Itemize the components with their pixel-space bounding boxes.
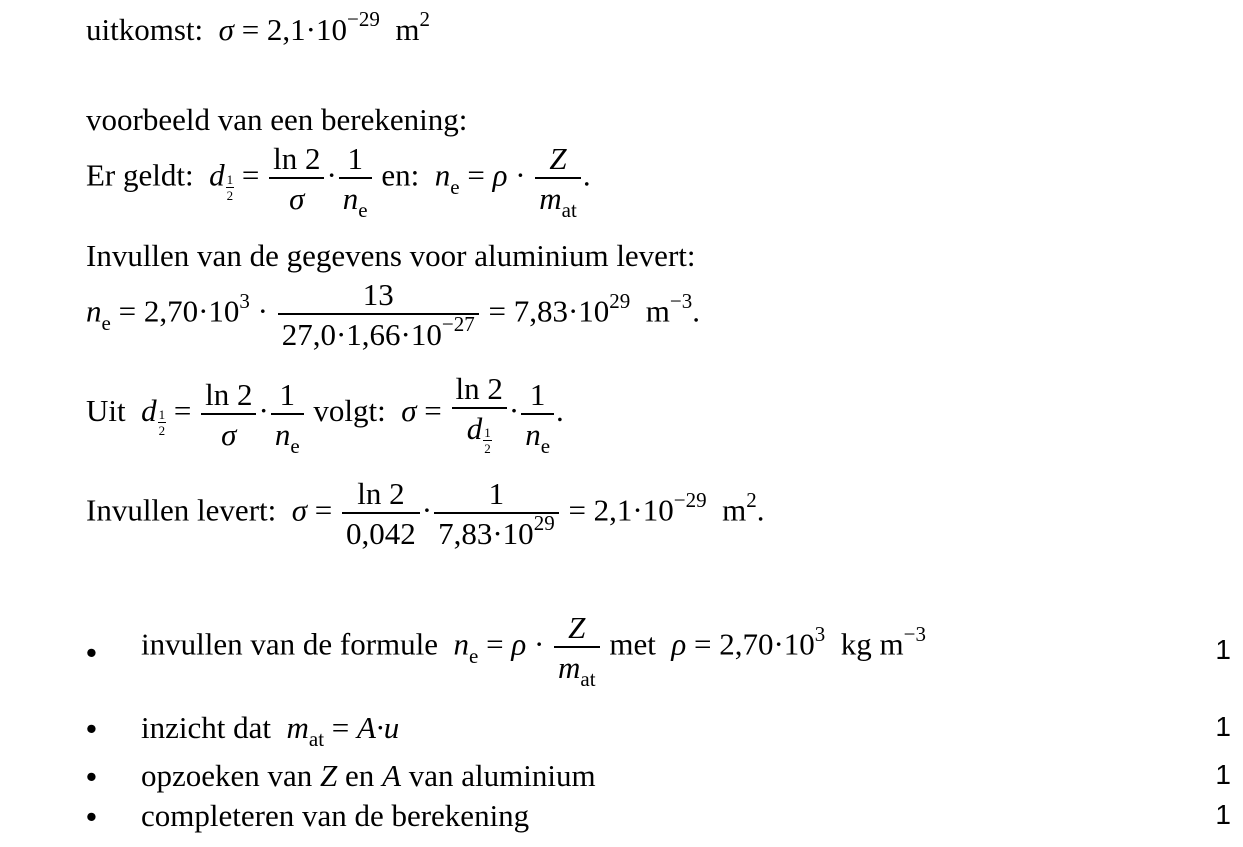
answer-unit: m — [395, 12, 420, 47]
fraction-one-ne: $\frac{1}{n_e}$ — [339, 143, 372, 214]
bullet-2: • — [86, 711, 97, 746]
step4-prefix: Invullen levert: — [86, 492, 277, 528]
fraction-z-mat: $\frac{Z}{m_{at}}$ — [535, 143, 581, 214]
criterion-4: completeren van de berekening — [141, 798, 530, 833]
bullet-1: • — [86, 635, 97, 670]
fraction-13-mass: $\frac{13}{27,0\cdot 1,66\cdot 10^{-27}}$ — [278, 279, 479, 350]
fraction-ln2-sigma: $\frac{\ln 2}{\sigma}$ — [269, 143, 324, 214]
answer-unit-exponent: 2 — [419, 7, 430, 31]
answer-value: 2,1·10 — [266, 12, 347, 47]
half-subscript: $\frac{1}{2}$ — [226, 171, 234, 203]
step1-prefix: Er geldt: — [86, 157, 194, 193]
step2-line: $n_e = 2,70\cdot 10^3$ · $\frac{13}{27,0\cdot 1,66\cdot 10^{-27}}$ = $7,83\cdot 10^{29}$ $m^{-3}$. — [86, 277, 700, 352]
bullet-3: • — [86, 759, 97, 794]
score-1: 1 — [1215, 634, 1231, 665]
bullet-4: • — [86, 799, 97, 834]
criterion-3: opzoeken van Z en A van aluminium — [141, 758, 596, 793]
step3-prefix: Uit — [86, 393, 126, 429]
step3-line: Uit d $\frac{1}{2}$ = $\frac{\ln 2}{\sigma}$ · $\frac{1}{n_e}$ volgt: σ = ln 2 d $\frac{1}{2}$ · $\frac{1}{n_e}$ . — [86, 371, 564, 458]
score-2: 1 — [1215, 711, 1231, 742]
score-3: 1 — [1215, 759, 1231, 790]
step2-text: Invullen van de gegevens voor aluminium levert: — [86, 238, 696, 273]
answer-label: uitkomst: — [86, 12, 204, 47]
step1-line: Er geldt: d $\frac{1}{2}$ = $\frac{\ln 2}{\sigma}$ · $\frac{1}{n_e}$ en: $n_e = \rho$ · $\frac{Z}{m_{at}}$ . — [86, 141, 591, 222]
criterion-2: inzicht dat $m_{at} = A\cdot u$ — [141, 710, 400, 751]
answer-exponent: −29 — [347, 7, 380, 31]
criterion-1: invullen van de formule $n_e = \rho$ · $\frac{Z}{m_{at}}$ met $\rho = 2,70\cdot 10^3$ kg $m^{-3}$ — [141, 610, 926, 691]
answer-line: uitkomst: $\sigma = 2,1\cdot 10^{-29}$ $m^2$ — [86, 7, 430, 47]
step4-line: Invullen levert: σ = $\frac{\ln 2}{0,042}$ · $\frac{1}{7,83\cdot 10^{29}}$ = $2,1\cdot 10^{-29}$ $m^2$. — [86, 476, 765, 551]
score-4: 1 — [1215, 799, 1231, 830]
step1-connector: en: — [381, 157, 420, 193]
step3-connector: volgt: — [313, 393, 386, 429]
example-intro: voorbeeld van een berekening: — [86, 102, 468, 137]
